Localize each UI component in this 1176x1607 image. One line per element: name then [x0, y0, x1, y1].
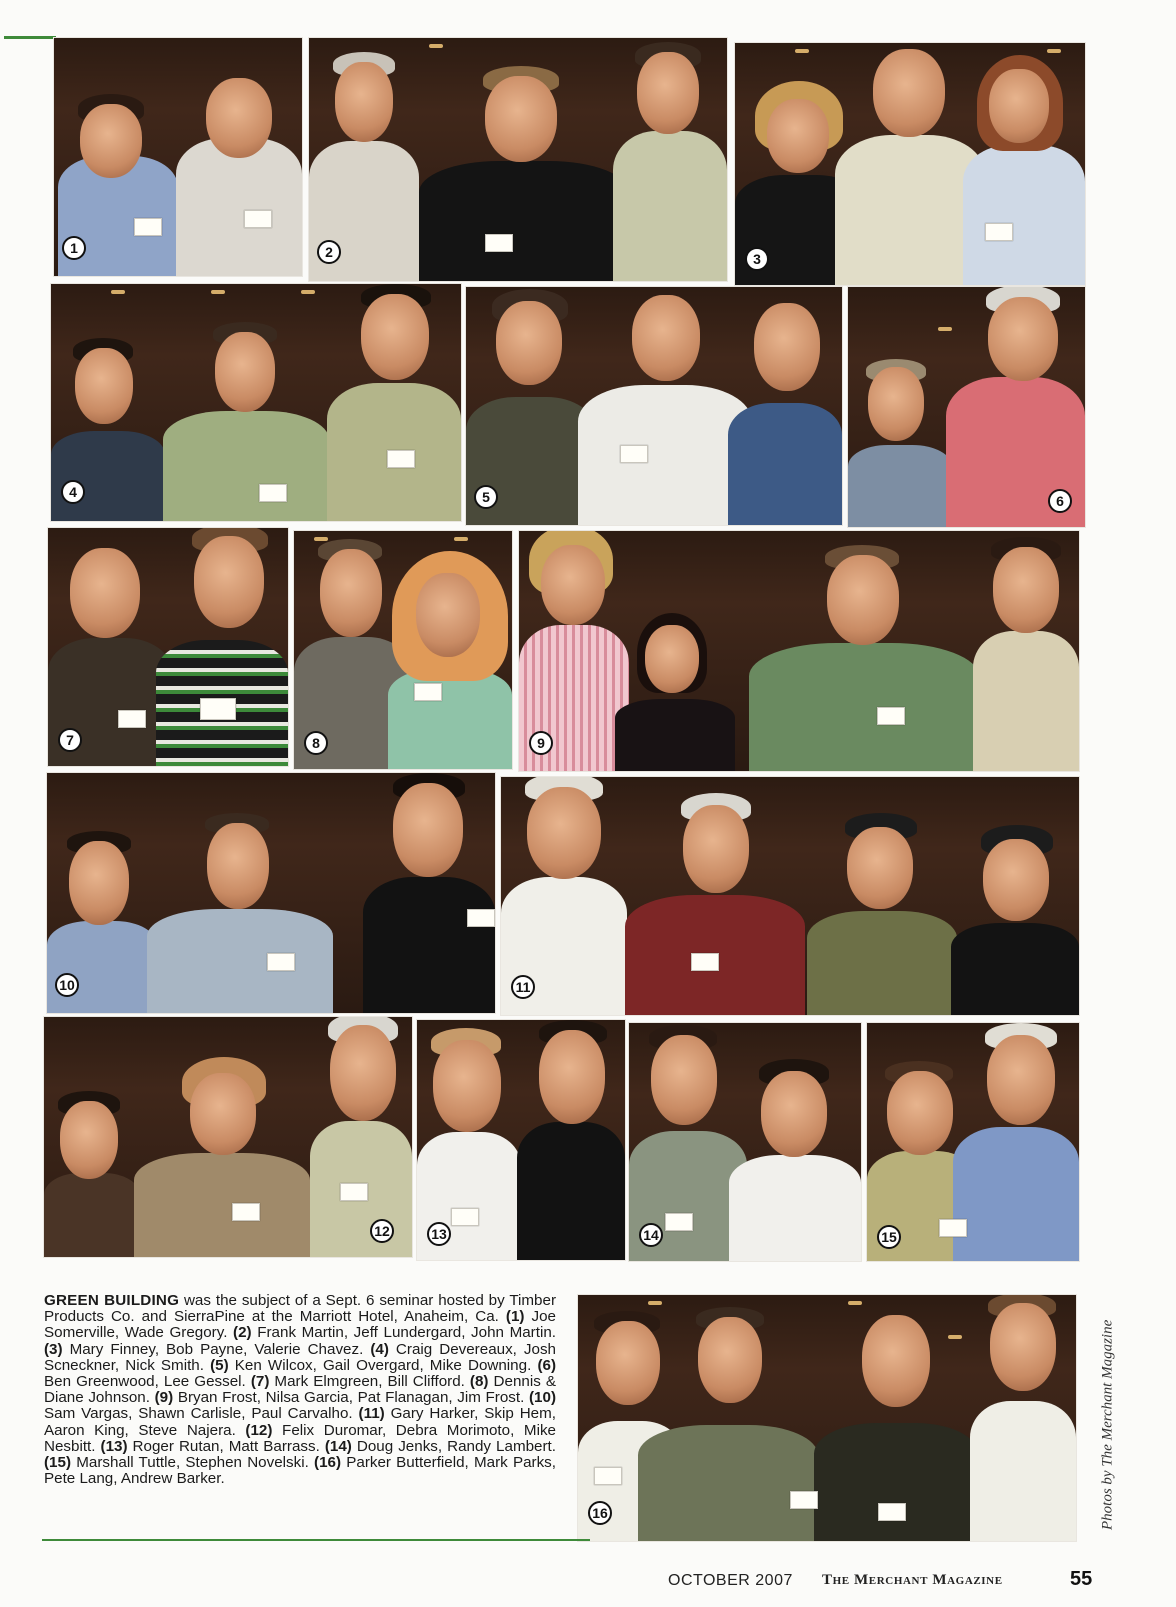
caption-entry-names: Felix Duromar, Debra Morimoto, Mike Nesbitt. [44, 1421, 556, 1455]
caption-entry-names: Ken Wilcox, Gail Overgard, Mike Downing. [228, 1356, 538, 1374]
photo-number-badge: 9 [529, 731, 553, 755]
caption-entry-names: Mary Finney, Bob Payne, Valerie Chavez. [62, 1340, 371, 1358]
photo-number-badge: 16 [588, 1501, 612, 1525]
caption-entry-number: (16) [314, 1454, 342, 1472]
photo-number-badge: 10 [55, 973, 79, 997]
caption-entry-names: Doug Jenks, Randy Lambert. [351, 1437, 556, 1455]
photo-number-badge: 8 [304, 731, 328, 755]
photo-caption [44, 1293, 556, 1487]
photo-number-badge: 6 [1048, 489, 1072, 513]
folio-month: OCTOBER 2007 [668, 1572, 793, 1589]
caption-entry-names: Roger Rutan, Matt Barrass. [127, 1437, 325, 1455]
caption-entry-number: (2) [233, 1324, 252, 1342]
caption-entry-number: (6) [537, 1356, 556, 1374]
caption-entry-number: (1) [505, 1308, 525, 1326]
photo-number-badge: 11 [511, 975, 535, 999]
photo-10 [46, 772, 496, 1014]
caption-entry-names: Ben Greenwood, Lee Gessel. [44, 1373, 251, 1391]
caption-entry-number: (14) [324, 1437, 352, 1455]
photo-number-badge: 13 [427, 1222, 451, 1246]
caption-entry-names: Dennis & Diane Johnson. [44, 1373, 556, 1407]
photo-number-badge: 12 [370, 1219, 394, 1243]
photo-number-badge: 7 [58, 728, 82, 752]
photo-6 [847, 286, 1086, 528]
caption-entry-number: (5) [210, 1356, 229, 1374]
caption-entries [44, 1308, 556, 1487]
photo-3 [734, 42, 1086, 286]
photo-number-badge: 3 [745, 247, 769, 271]
photo-9 [518, 530, 1080, 772]
photo-4 [50, 283, 462, 522]
caption-entry-names: Sam Vargas, Shawn Carlisle, Paul Carvalho. [44, 1405, 359, 1423]
photo-number-badge: 15 [877, 1225, 901, 1249]
caption-entry-names: Mark Elmgreen, Bill Clifford. [269, 1373, 470, 1391]
photo-13 [416, 1019, 626, 1261]
photo-14 [628, 1022, 862, 1262]
caption-entry-number: (15) [44, 1454, 72, 1472]
caption-entry-number: (3) [44, 1340, 63, 1358]
caption-entry-number: (8) [469, 1373, 489, 1391]
photo-8 [293, 530, 513, 770]
caption-entry-number: (7) [250, 1373, 270, 1391]
photo-number-badge: 14 [639, 1223, 663, 1247]
caption-entry-names: Bryan Frost, Nilsa Garcia, Pat Flanagan, Jim Frost. [173, 1389, 529, 1407]
photo-15 [866, 1022, 1080, 1262]
photo-number-badge: 1 [62, 236, 86, 260]
photo-5 [465, 286, 843, 526]
caption-entry-names: Joe Somerville, Wade Gregory. [44, 1308, 556, 1342]
caption-intro: was the subject of a Sept. 6 seminar hosted by Timber Products Co. and SierraPine at the Marriott Hotel, Anaheim, Ca. [44, 1292, 557, 1326]
caption-entry-number: (9) [154, 1389, 174, 1407]
caption-entry-names: Craig Devereaux, Josh Scneckner, Nick Smith. [44, 1340, 556, 1374]
caption-entry-names: Gary Harker, Skip Hem, Aaron King, Steve Najera. [44, 1405, 556, 1439]
caption-entry-names: Marshall Tuttle, Stephen Novelski. [71, 1454, 315, 1472]
photo-7 [47, 527, 289, 767]
photo-number-badge: 2 [317, 240, 341, 264]
caption-entry-number: (11) [358, 1405, 385, 1423]
caption-entry-names: Parker Butterfield, Mark Parks, Pete Lang, Andrew Barker. [44, 1454, 556, 1488]
photo-12 [43, 1016, 413, 1258]
caption-entry-number: (4) [370, 1340, 389, 1358]
caption-rule [42, 1539, 590, 1541]
caption-entry-number: (12) [245, 1421, 273, 1439]
photo-16 [577, 1294, 1077, 1542]
photo-1 [53, 37, 303, 277]
caption-entry-names: Frank Martin, Jeff Lundergard, John Martin. [251, 1324, 556, 1342]
caption-entry-number: (13) [100, 1437, 128, 1455]
caption-lead: GREEN BUILDING [44, 1292, 180, 1309]
page-number: 55 [1070, 1568, 1093, 1590]
section-rule [4, 36, 56, 39]
photo-credit: Photos by The Merchant Magazine [1099, 1319, 1116, 1531]
photo-2 [308, 37, 728, 282]
caption-entry-number: (10) [529, 1389, 557, 1407]
photo-number-badge: 4 [61, 480, 85, 504]
folio-magazine: The Merchant Magazine [822, 1572, 1003, 1588]
photo-11 [500, 776, 1080, 1016]
photo-number-badge: 5 [474, 485, 498, 509]
